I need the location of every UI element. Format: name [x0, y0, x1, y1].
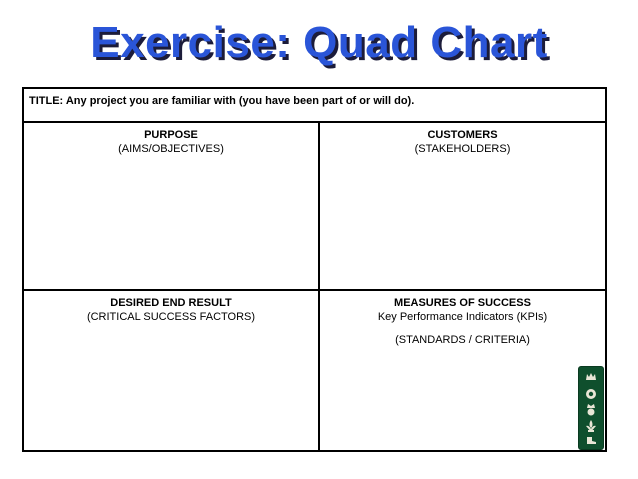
measures-of-success-subheading: Key Performance Indicators (KPIs) [377, 311, 548, 323]
customers-subheading: (STAKEHOLDERS) [414, 143, 511, 155]
measures-of-success-heading: MEASURES OF SUCCESS [394, 297, 531, 309]
measures-of-success-criteria: (STANDARDS / CRITERIA) [395, 334, 530, 346]
customers-heading: CUSTOMERS [427, 129, 498, 141]
measures-of-success-quadrant [320, 291, 605, 450]
purpose-subheading: (AIMS/OBJECTIVES) [118, 143, 224, 155]
desired-end-result-quadrant [24, 291, 320, 450]
chart-title-row: TITLE: Any project you are familiar with (you have been part of or will do). [24, 89, 605, 123]
desired-end-result-subheading: (CRITICAL SUCCESS FACTORS) [86, 311, 256, 323]
customers-quadrant [320, 123, 605, 291]
heraldic-crest-icon [578, 366, 604, 450]
slide-title: Exercise: Quad Chart [90, 18, 548, 67]
crest-emblems [579, 367, 603, 449]
desired-end-result-heading: DESIRED END RESULT [110, 297, 232, 309]
purpose-quadrant [24, 123, 320, 291]
quad-chart [22, 87, 607, 452]
purpose-heading: PURPOSE [144, 129, 198, 141]
